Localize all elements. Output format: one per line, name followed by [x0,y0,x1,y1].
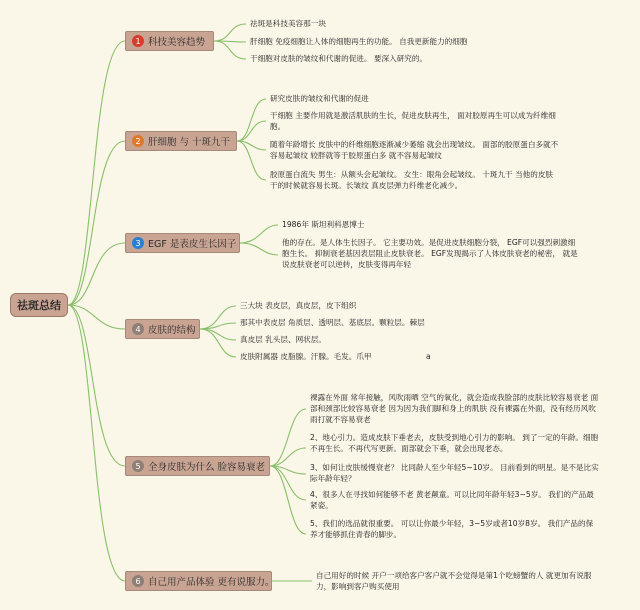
number-badge-icon: 6 [132,575,144,587]
leaf-5-5: 5、我们的选品就很重要。 可以让你最少年轻，3~5岁或者10岁8岁。 我们产品的保养才能够抓住青春的脚步。 [310,519,594,539]
topic-label: 肝细胞 与 十斑九干 [148,137,231,148]
number-badge-icon: 4 [132,323,144,335]
root-label: 祛斑总结 [17,299,61,312]
marker-a: a [426,352,431,361]
topic-label: 皮肤的结构 [148,325,196,336]
leaf-2-4: 胶原蛋白流失 男生：从额头会起皱纹。 女生：眼角会起皱纹。 十斑九干 当他的皮肤干的时候就容易长斑。长皱纹 真皮层弹力纤维老化减少。 [270,170,554,190]
leaf-3-1: 1986年 斯坦利科恩博士 [282,220,365,229]
topic-label: 科技美容趋势 [148,37,206,48]
topic-node-4[interactable] [125,319,200,339]
topic-label: EGF 是表皮生长因子 [148,239,237,250]
leaf-4-2: 那其中表皮层 角质层、透明层、基底层。颗粒层。棘层 [240,318,425,327]
number-badge-icon: 1 [132,35,144,47]
leaf-1-3: 干细胞对皮肤的皱纹和代谢的促进。 要深入研究的。 [250,54,428,63]
topic-node-1[interactable] [125,31,214,51]
topic-label: 自己用产品体验 更有说服力。 [148,577,275,588]
leaf-4-3: 真皮层 乳头层、网状层。 [240,335,326,344]
leaf-2-2: 干细胞 主要作用就是激活肌肤的生长，促进皮肤再生， 面对胶原再生可以成为纤维细胞。 [270,111,556,131]
leaf-3-2: 他的存在。是人体生长因子。 它主要功效。是促进皮肤细胞分裂， EGF可以强烈刺激细胞生长。 抑制衰老基因表层阻止皮肤衰老。 EGF发现揭示了人体皮肤衰老的秘密， 就是说皮肤衰老可以逆转，皮肤变得再年轻 [282,238,578,269]
leaf-4-4: 皮肤附属器 皮脂腺。汗腺。毛发。爪甲 [240,352,372,361]
number-badge-icon: 5 [132,460,144,472]
leaf-4-1: 三大块 表皮层，真皮层，皮下组织 [240,301,357,310]
number-badge-icon: 2 [132,135,144,147]
root-node[interactable] [10,293,68,317]
leaf-5-4: 4、很多人在寻找如何能够不老 黄老颠童。可以比同年龄年轻3~5岁。 我们的产品最紧姿。 [310,490,594,510]
topic-node-2[interactable] [125,131,237,151]
topic-node-5[interactable] [125,456,270,476]
leaf-6-1: 自己用好的时候 开户一项给客户客户就不会觉得是第1个吃螃蟹的人 就更加有说服力，影响到客户购买使用 [316,571,592,591]
leaf-5-3: 3、如何让皮肤缓慢衰老？ 比同龄人至少年轻5~10岁。 目前看到的明星。是不是比实际年龄年轻？ [310,463,599,483]
leaf-1-1: 祛斑是科技美容那一块 [250,19,326,28]
topic-node-3[interactable] [125,233,240,253]
leaf-5-1: 裸露在外面 常年接触，风吹雨晒 空气的氧化，就会造成我脸部的皮肤比较容易衰老 面部和颈部比较容易衰老 因为因为我们脚和身上的肌肤 没有裸露在外面，没有经历风吹雨打就不容易衰老 [310,393,599,424]
leaf-2-1: 研究皮肤的皱纹和代谢的促进 [270,94,369,103]
leaf-1-2: 肝细胞 免疫细胞让人体的细胞再生的功能。 自我更新能力的细胞 [250,37,468,46]
topic-node-6[interactable] [125,571,275,591]
leaf-5-2: 2、地心引力。造成皮肤下垂老去，皮肤受到地心引力的影响。 到了一定的年龄。细胞不再生长。不再代写更新。面部就会下垂，就会出现老态。 [310,433,599,453]
topic-label: 全身皮肤为什么 脸容易衰老 [148,462,266,473]
leaf-2-3: 随着年龄增长 皮肤中的纤维细胞逐渐减少萎缩 就会出现皱纹。 面部的胶原蛋白多就不容易起皱纹 较胖就等于胶原蛋白多 就不容易起皱纹 [270,140,559,160]
number-badge-icon: 3 [132,237,144,249]
